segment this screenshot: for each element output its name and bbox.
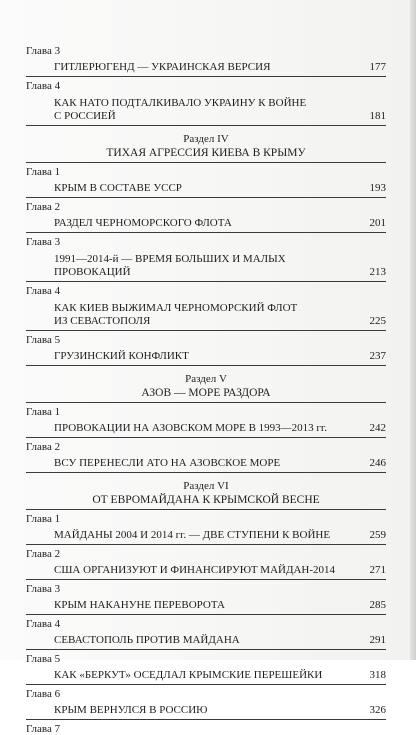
page-number: 177 bbox=[369, 61, 386, 73]
chapter-label: Глава 3 bbox=[26, 236, 61, 248]
toc-entry[interactable] bbox=[26, 57, 386, 77]
entry-title: КРЫМ НАКАНУНЕ ПЕРЕВОРОТА bbox=[54, 599, 225, 611]
page-number: 291 bbox=[369, 634, 386, 646]
entry-title-line-1: КАК НАТО ПОДТАЛКИВАЛО УКРАИНУ К ВОЙНЕ bbox=[54, 97, 307, 109]
page-number: 271 bbox=[369, 564, 386, 576]
chapter-label: Глава 2 bbox=[26, 548, 61, 560]
page-number: 201 bbox=[369, 217, 386, 229]
page-number: 213 bbox=[369, 266, 386, 278]
page-number: 246 bbox=[369, 457, 386, 469]
page-number: 237 bbox=[369, 350, 386, 362]
chapter-label: Глава 6 bbox=[26, 688, 61, 700]
page-number: 181 bbox=[369, 110, 386, 122]
chapter-label: Глава 1 bbox=[26, 513, 61, 525]
chapter-label: Глава 3 bbox=[26, 45, 61, 57]
section-label: Раздел V bbox=[185, 373, 227, 385]
entry-title-line-1: 1991—2014-й — ВРЕМЯ БОЛЬШИХ И МАЛЫХ bbox=[54, 253, 286, 265]
toc-entry[interactable] bbox=[26, 248, 386, 282]
page-number: 259 bbox=[369, 529, 386, 541]
section-title: ОТ ЕВРОМАЙДАНА К КРЫМСКОЙ ВЕСНЕ bbox=[26, 493, 386, 510]
entry-title: ПРОВОКАЦИИ НА АЗОВСКОМ МОРЕ В 1993—2013 гг. bbox=[54, 422, 327, 434]
page-number: 193 bbox=[369, 182, 386, 194]
entry-title-line-2: ИЗ СЕВАСТОПОЛЯ bbox=[54, 315, 151, 327]
entry-title: ВСУ ПЕРЕНЕСЛИ АТО НА АЗОВСКОЕ МОРЕ bbox=[54, 457, 281, 469]
chapter-label: Глава 5 bbox=[26, 334, 61, 346]
entry-title: КАК «БЕРКУТ» ОСЕДЛАЛ КРЫМСКИЕ ПЕРЕШЕЙКИ bbox=[54, 669, 323, 681]
chapter-label: Глава 1 bbox=[26, 166, 61, 178]
toc-entry[interactable] bbox=[26, 525, 386, 545]
entry-title-line-1: КАК КИЕВ ВЫЖИМАЛ ЧЕРНОМОРСКИЙ ФЛОТ bbox=[54, 302, 298, 314]
toc-entry[interactable] bbox=[26, 665, 386, 685]
section-title: ТИХАЯ АГРЕССИЯ КИЕВА В КРЫМУ bbox=[26, 146, 386, 163]
entry-title: МАЙДАНЫ 2004 И 2014 гг. — ДВЕ СТУПЕНИ К ВОЙНЕ bbox=[54, 529, 331, 541]
entry-title: СЕВАСТОПОЛЬ ПРОТИВ МАЙДАНА bbox=[54, 634, 240, 646]
page-edge bbox=[410, 0, 416, 660]
chapter-label: Глава 2 bbox=[26, 201, 61, 213]
section-label: Раздел IV bbox=[183, 133, 229, 145]
entry-title: ГРУЗИНСКИЙ КОНФЛИКТ bbox=[54, 350, 189, 362]
table-of-contents bbox=[26, 42, 386, 735]
entry-title: КРЫМ ВЕРНУЛСЯ В РОССИЮ bbox=[54, 704, 208, 716]
entry-title-line-2: ПРОВОКАЦИЙ bbox=[54, 266, 131, 278]
toc-entry[interactable] bbox=[26, 630, 386, 650]
page-number: 242 bbox=[369, 422, 386, 434]
toc-entry[interactable] bbox=[26, 453, 386, 473]
page-number: 225 bbox=[369, 315, 386, 327]
entry-title: РАЗДЕЛ ЧЕРНОМОРСКОГО ФЛОТА bbox=[54, 217, 232, 229]
chapter-label: Глава 2 bbox=[26, 441, 61, 453]
chapter-label: Глава 5 bbox=[26, 653, 61, 665]
toc-entry[interactable] bbox=[26, 213, 386, 233]
section-title: АЗОВ — МОРЕ РАЗДОРА bbox=[26, 386, 386, 403]
toc-entry[interactable] bbox=[26, 560, 386, 580]
toc-entry[interactable] bbox=[26, 595, 386, 615]
page-number: 285 bbox=[369, 599, 386, 611]
chapter-label: Глава 1 bbox=[26, 406, 61, 418]
toc-entry[interactable] bbox=[26, 346, 386, 366]
entry-title: ГИТЛЕРЮГЕНД — УКРАИНСКАЯ ВЕРСИЯ bbox=[54, 61, 271, 73]
section-label: Раздел VI bbox=[183, 480, 229, 492]
toc-entry[interactable] bbox=[26, 297, 386, 331]
toc-entry[interactable] bbox=[26, 178, 386, 198]
entry-title: КРЫМ В СОСТАВЕ УССР bbox=[54, 182, 182, 194]
entry-title-line-2: С РОССИЕЙ bbox=[54, 110, 116, 122]
chapter-label: Глава 4 bbox=[26, 618, 61, 630]
page-number: 326 bbox=[369, 704, 386, 716]
chapter-label: Глава 3 bbox=[26, 583, 61, 595]
chapter-label: Глава 4 bbox=[26, 285, 61, 297]
toc-entry[interactable] bbox=[26, 92, 386, 126]
entry-title: США ОРГАНИЗУЮТ И ФИНАНСИРУЮТ МАЙДАН-2014 bbox=[54, 564, 336, 576]
chapter-label: Глава 4 bbox=[26, 80, 61, 92]
toc-entry[interactable] bbox=[26, 418, 386, 438]
toc-entry[interactable] bbox=[26, 700, 386, 720]
chapter-label: Глава 7 bbox=[26, 723, 61, 735]
page-number: 318 bbox=[369, 669, 386, 681]
